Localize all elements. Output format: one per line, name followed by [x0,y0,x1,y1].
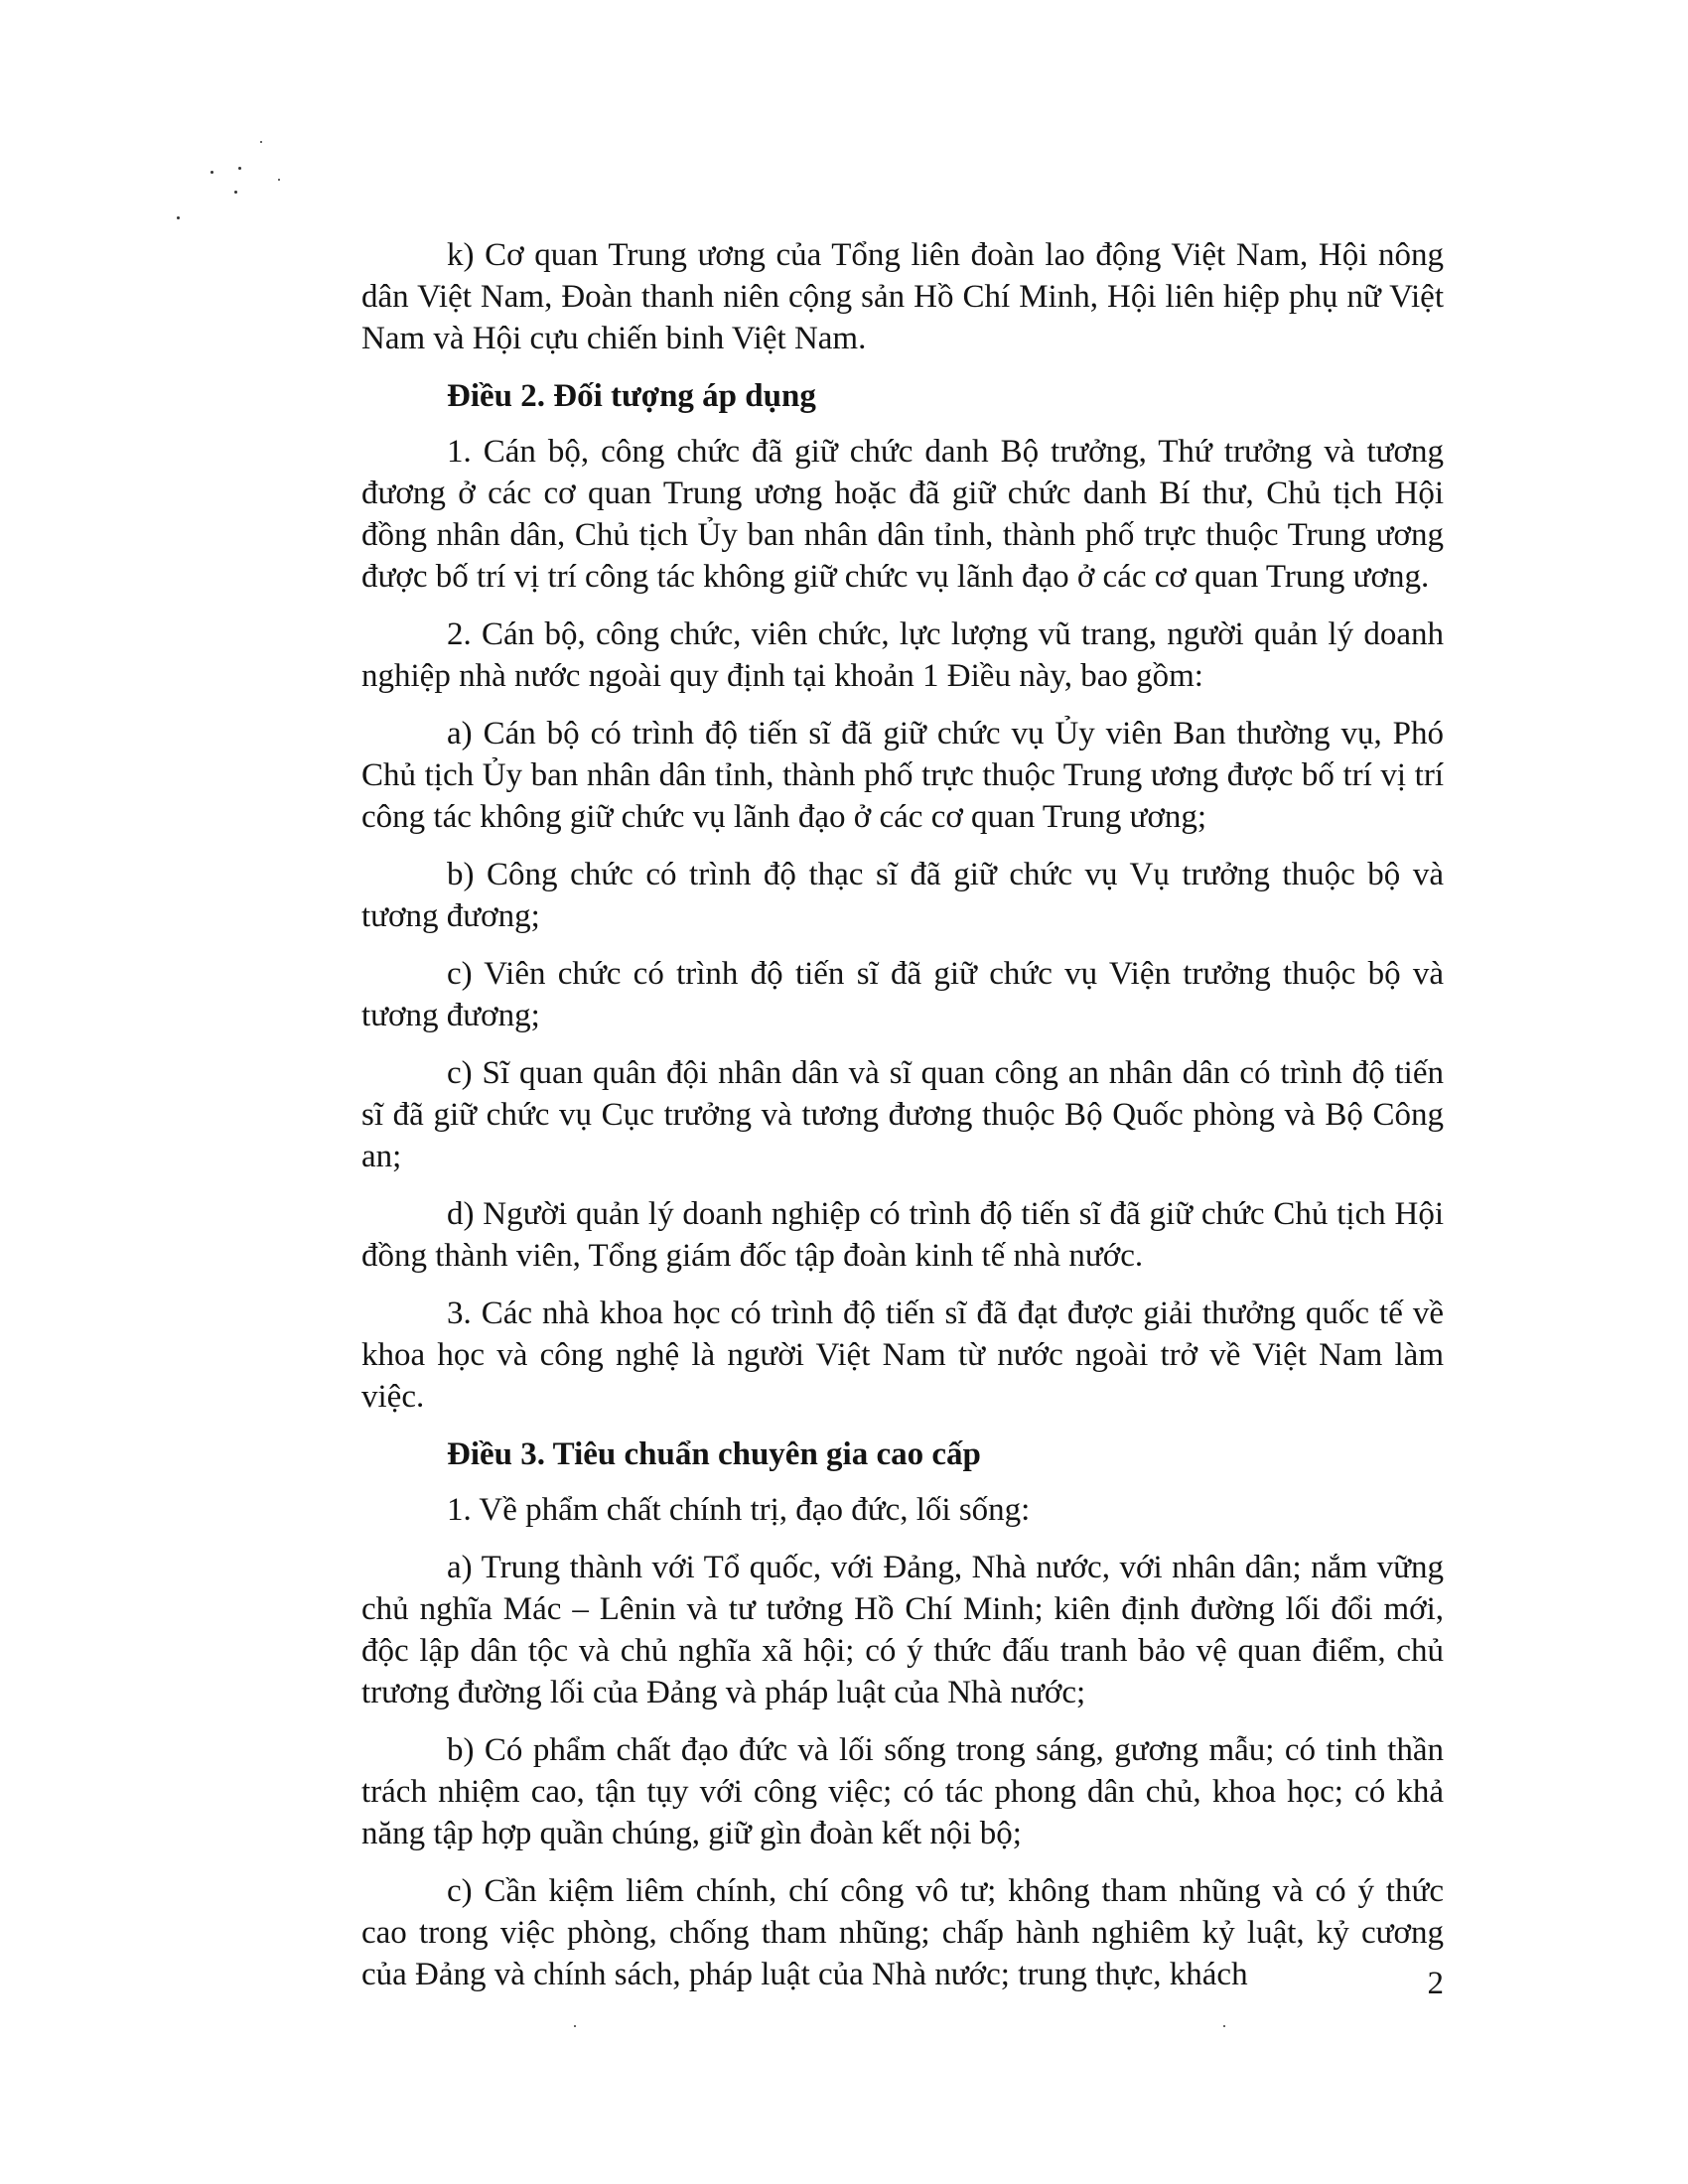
scan-speck [260,141,262,143]
page-number: 2 [1427,1966,1444,2001]
paragraph-2-2-c-military: c) Sĩ quan quân đội nhân dân và sĩ quan công an nhân dân có trình độ tiến sĩ đã giữ chức vụ Cục trưởng và tương đương thuộc Bộ Quốc phòng và Bộ Công an; [361,1055,1444,1174]
scan-speck [177,216,180,219]
paragraph-2-2-b: b) Công chức có trình độ thạc sĩ đã giữ chức vụ Vụ trưởng thuộc bộ và tương đương; [361,857,1444,934]
paragraph-3-1-a: a) Trung thành với Tổ quốc, với Đảng, Nhà nước, với nhân dân; nắm vững chủ nghĩa Mác – Lênin và tư tưởng Hồ Chí Minh; kiên định đường lối đổi mới, độc lập dân tộc và chủ nghĩa xã hội; có ý thức đấu tranh bảo vệ quan điểm, chủ trương đường lối của Đảng và pháp luật của Nhà nước; [361,1550,1444,1710]
paragraph-2-1: 1. Cán bộ, công chức đã giữ chức danh Bộ trưởng, Thứ trưởng và tương đương ở các cơ quan Trung ương hoặc đã giữ chức danh Bí thư, Chủ tịch Hội đồng nhân dân, Chủ tịch Ủy ban nhân dân tỉnh, thành phố trực thuộc Trung ương được bố trí vị trí công tác không giữ chức vụ lãnh đạo ở các cơ quan Trung ương. [361,434,1444,595]
scan-speck [234,191,237,194]
paragraph-2-2-d: d) Người quản lý doanh nghiệp có trình độ tiến sĩ đã giữ chức Chủ tịch Hội đồng thành viên, Tổng giám đốc tập đoàn kinh tế nhà nước. [361,1196,1444,1274]
paragraph-2-2: 2. Cán bộ, công chức, viên chức, lực lượng vũ trang, người quản lý doanh nghiệp nhà nước ngoài quy định tại khoản 1 Điều này, bao gồm: [361,616,1444,694]
paragraph-k-central-agencies: k) Cơ quan Trung ương của Tổng liên đoàn lao động Việt Nam, Hội nông dân Việt Nam, Đoàn thanh niên cộng sản Hồ Chí Minh, Hội liên hiệp phụ nữ Việt Nam và Hội cựu chiến binh Việt Nam. [361,237,1444,356]
paragraph-3-1-b: b) Có phẩm chất đạo đức và lối sống trong sáng, gương mẫu; có tinh thần trách nhiệm cao, tận tụy với công việc; có tác phong dân chủ, khoa học; có khả năng tập hợp quần chúng, giữ gìn đoàn kết nội bộ; [361,1732,1444,1851]
article-2-heading: Điều 2. Đối tượng áp dụng [447,378,816,414]
document-body [361,234,1444,2011]
scan-speck [1223,2025,1225,2027]
scan-speck [238,167,241,170]
paragraph-2-2-c: c) Viên chức có trình độ tiến sĩ đã giữ chức vụ Viện trưởng thuộc bộ và tương đương; [361,956,1444,1033]
scan-speck [574,2025,576,2027]
paragraph-3-1-c: c) Cần kiệm liêm chính, chí công vô tư; không tham nhũng và có ý thức cao trong việc phòng, chống tham nhũng; chấp hành nghiêm kỷ luật, kỷ cương của Đảng và chính sách, pháp luật của Nhà nước; trung thực, khách [361,1873,1444,1992]
scan-speck [211,171,213,174]
paragraph-2-2-a: a) Cán bộ có trình độ tiến sĩ đã giữ chức vụ Ủy viên Ban thường vụ, Phó Chủ tịch Ủy ban nhân dân tỉnh, thành phố trực thuộc Trung ương được bố trí vị trí công tác không giữ chức vụ lãnh đạo ở các cơ quan Trung ương; [361,716,1444,835]
article-3-heading: Điều 3. Tiêu chuẩn chuyên gia cao cấp [447,1436,981,1472]
scan-speck [278,179,280,181]
paragraph-2-3: 3. Các nhà khoa học có trình độ tiến sĩ đã đạt được giải thưởng quốc tế về khoa học và công nghệ là người Việt Nam từ nước ngoài trở về Việt Nam làm việc. [361,1296,1444,1415]
paragraph-3-1: 1. Về phẩm chất chính trị, đạo đức, lối sống: [447,1492,1031,1528]
